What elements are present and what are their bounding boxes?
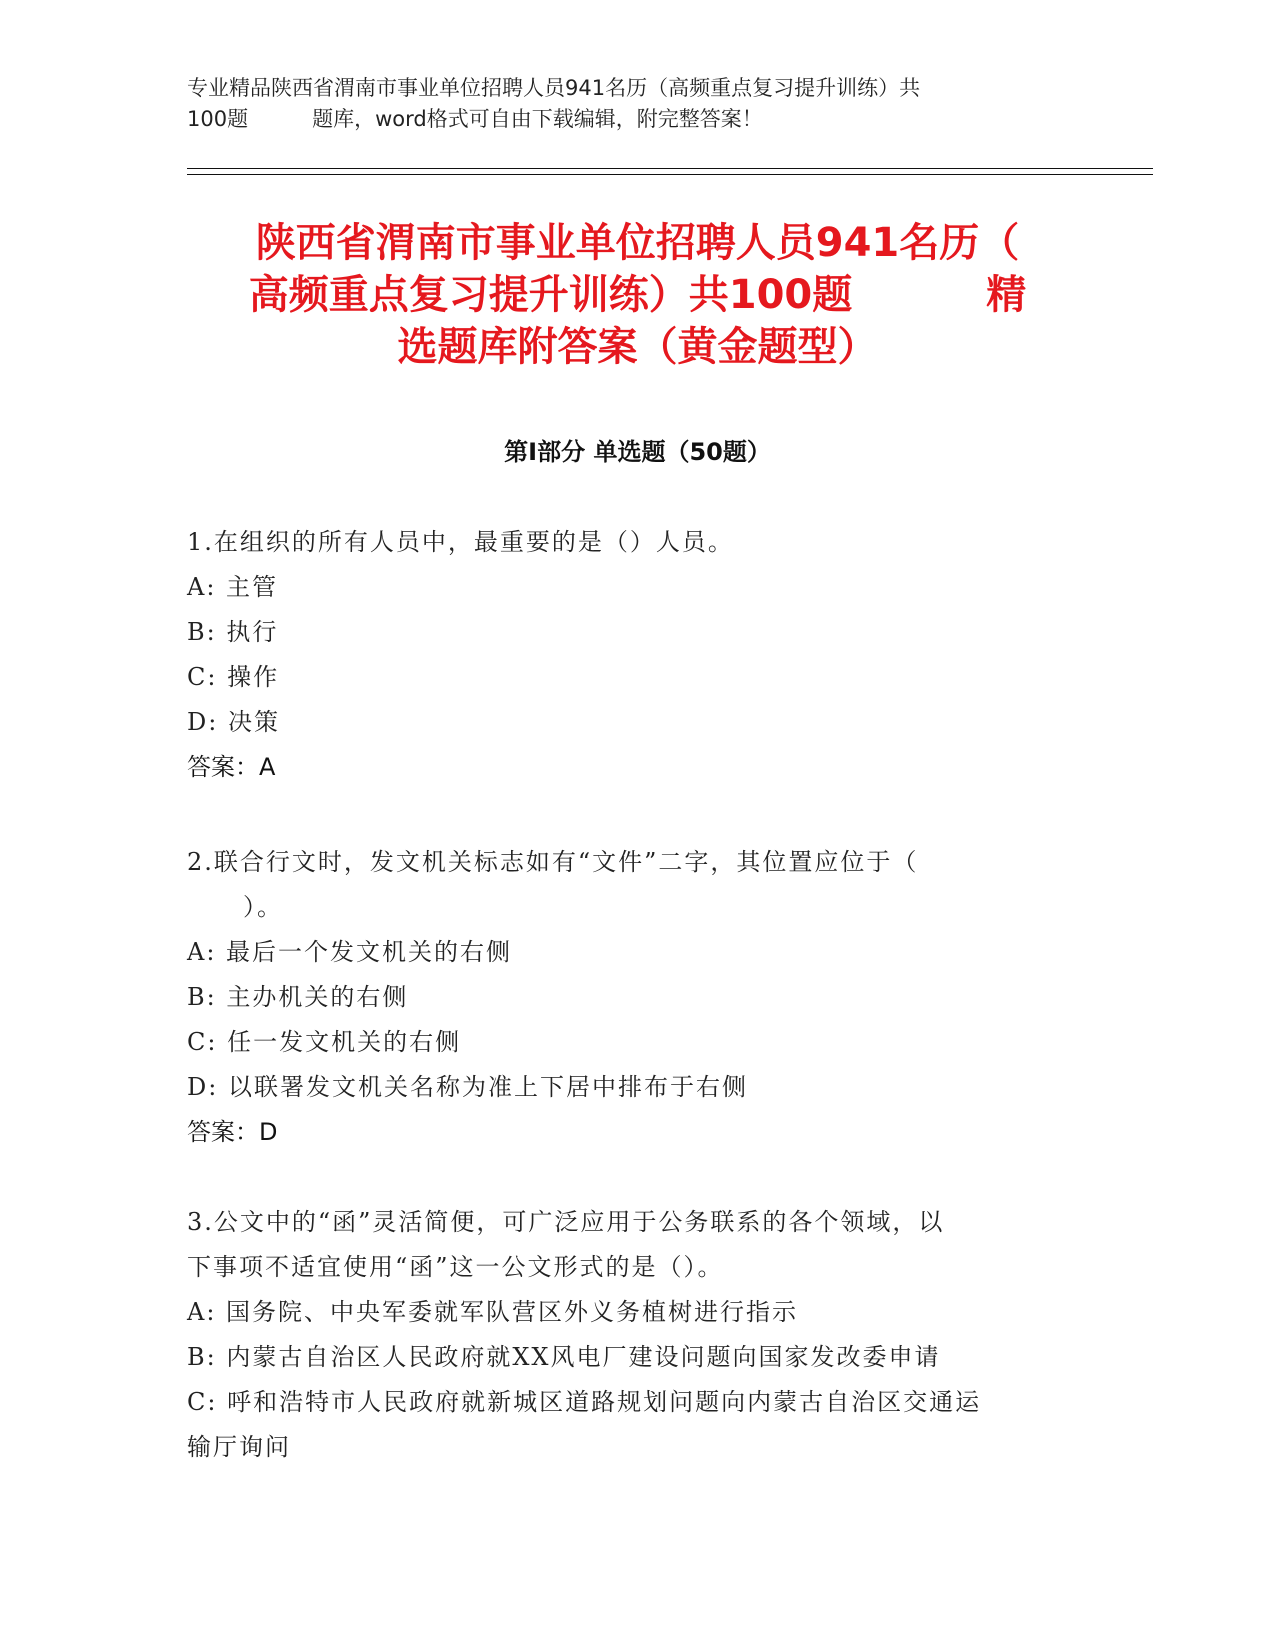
question-1-option-c: C: 操作 [187, 663, 280, 691]
question-2-option-c: C: 任一发文机关的右侧 [187, 1028, 462, 1056]
doc-title-line-3: 选题库附答案（黄金题型） [397, 324, 878, 370]
question-2-stem-line-1: 2.联合行文时，发文机关标志如有“文件”二字，其位置应位于（ [187, 848, 919, 876]
question-3-stem-line-2: 下事项不适宜使用“函”这一公文形式的是（）。 [187, 1253, 724, 1281]
header-line-2 [187, 104, 1067, 134]
question-1-option-b: B: 执行 [187, 618, 279, 646]
doc-title-line-2-left: 高频重点复习提升训练）共100题 [248, 272, 853, 318]
doc-title-line-2 [0, 270, 1275, 320]
header-rule-top [187, 168, 1153, 169]
question-2-answer: 答案：D [187, 1118, 278, 1146]
question-3-option-c-continued: 输厅询问 [187, 1433, 291, 1461]
question-3-option-a: A: 国务院、中央军委就军队营区外义务植树进行指示 [187, 1298, 799, 1326]
header-line-2-left: 100题 [187, 107, 249, 131]
header-line-1: 专业精品陕西省渭南市事业单位招聘人员941名历（高频重点复习提升训练）共 [187, 76, 921, 100]
question-2-option-d: D: 以联署发文机关名称为准上下居中排布于右侧 [187, 1073, 748, 1101]
question-1-option-d: D: 决策 [187, 708, 280, 736]
header-rule-bottom [187, 174, 1153, 175]
section-title: 第Ⅰ部分 单选题（50题） [504, 438, 771, 466]
question-1-stem: 1.在组织的所有人员中，最重要的是（）人员。 [187, 528, 734, 556]
question-1-option-a: A: 主管 [187, 573, 279, 601]
question-3-option-c: C: 呼和浩特市人民政府就新城区道路规划问题向内蒙古自治区交通运 [187, 1388, 982, 1416]
question-2-option-b: B: 主办机关的右侧 [187, 983, 409, 1011]
question-1-answer: 答案：A [187, 753, 276, 781]
question-3-option-b: B: 内蒙古自治区人民政府就XX风电厂建设问题向国家发改委申请 [187, 1343, 941, 1371]
question-2-option-a: A: 最后一个发文机关的右侧 [187, 938, 513, 966]
doc-title-line-2-right: 精 [986, 272, 1027, 318]
header-line-2-right: 题库，word格式可自由下载编辑，附完整答案！ [312, 107, 763, 131]
doc-title-line-1: 陕西省渭南市事业单位招聘人员941名历（ [255, 220, 1020, 266]
question-3-stem-line-1: 3.公文中的“函”灵活简便，可广泛应用于公务联系的各个领域，以 [187, 1208, 945, 1236]
question-2-stem-line-2: ）。 [243, 893, 283, 921]
